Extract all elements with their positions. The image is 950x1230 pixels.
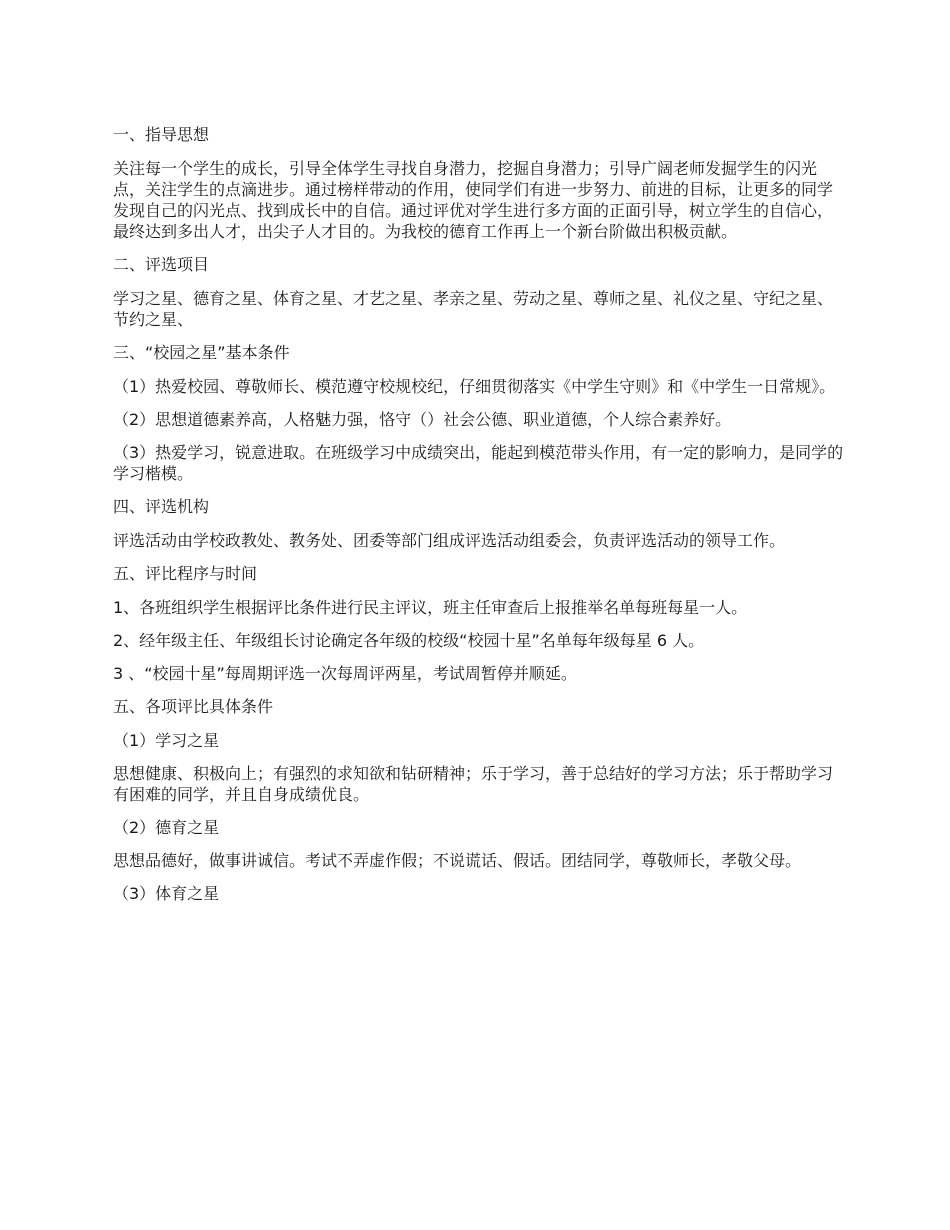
document-body xyxy=(113,124,848,916)
section-heading: 一、指导思想 xyxy=(113,125,210,144)
subsection-title: （2）德育之星 xyxy=(113,818,220,837)
paragraph: （3）热爱学习，锐意进取。在班级学习中成绩突出，能起到模范带头作用，有一定的影响力，是同学的学习楷模。 xyxy=(113,443,844,483)
section-heading: 五、各项评比具体条件 xyxy=(113,697,274,716)
paragraph: 关注每一个学生的成长，引导全体学生寻找自身潜力，挖掘自身潜力；引导广阔老师发掘学生的闪光点，关注学生的点滴进步。通过榜样带动的作用，使同学们有进一步努力、前进的目标，让更多的同学发现自己的闪光点、找到成长中的自信。通过评优对学生进行多方面的正面引导，树立学生的自信心，最终达到多出人才，出尖子人才目的。为我校的德育工作再上一个新台阶做出积极贡献。 xyxy=(113,159,834,241)
paragraph: 评选活动由学校政教处、教务处、团委等部门组成评选活动组委会，负责评选活动的领导工作。 xyxy=(113,531,786,550)
paragraph: 3 、“校园十星”每周期评选一次每周评两星，考试周暂停并顺延。 xyxy=(113,664,577,683)
paragraph: 1、各班组织学生根据评比条件进行民主评议，班主任审查后上报推举名单每班每星一人。 xyxy=(113,598,748,617)
subsection-title: （1）学习之星 xyxy=(113,731,220,750)
subsection-title: （3）体育之星 xyxy=(113,884,220,903)
section-heading: 二、评选项目 xyxy=(113,255,210,274)
section-heading: 五、评比程序与时间 xyxy=(113,564,258,583)
paragraph: 思想品德好，做事讲诚信。考试不弄虚作假；不说谎话、假话。团结同学，尊敬师长，孝敬父母。 xyxy=(113,851,802,870)
paragraph: （1）热爱校园、尊敬师长、模范遵守校规校纪，仔细贯彻落实《中学生守则》和《中学生一日常规》。 xyxy=(113,377,836,396)
paragraph: 2、经年级主任、年级组长讨论确定各年级的校级“校园十星”名单每年级每星 6 人。 xyxy=(113,631,705,650)
section-heading: 三、“校园之星”基本条件 xyxy=(113,343,290,362)
section-heading: 四、评选机构 xyxy=(113,497,210,516)
paragraph: 思想健康、积极向上；有强烈的求知欲和钻研精神；乐于学习，善于总结好的学习方法；乐于帮助学习有困难的同学，并且自身成绩优良。 xyxy=(113,764,834,804)
paragraph: 学习之星、德育之星、体育之星、才艺之星、孝亲之星、劳动之星、尊师之星、礼仪之星、守纪之星、节约之星、 xyxy=(113,289,834,329)
paragraph: （2）思想道德素养高，人格魅力强，恪守（）社会公德、职业道德，个人综合素养好。 xyxy=(113,410,732,429)
